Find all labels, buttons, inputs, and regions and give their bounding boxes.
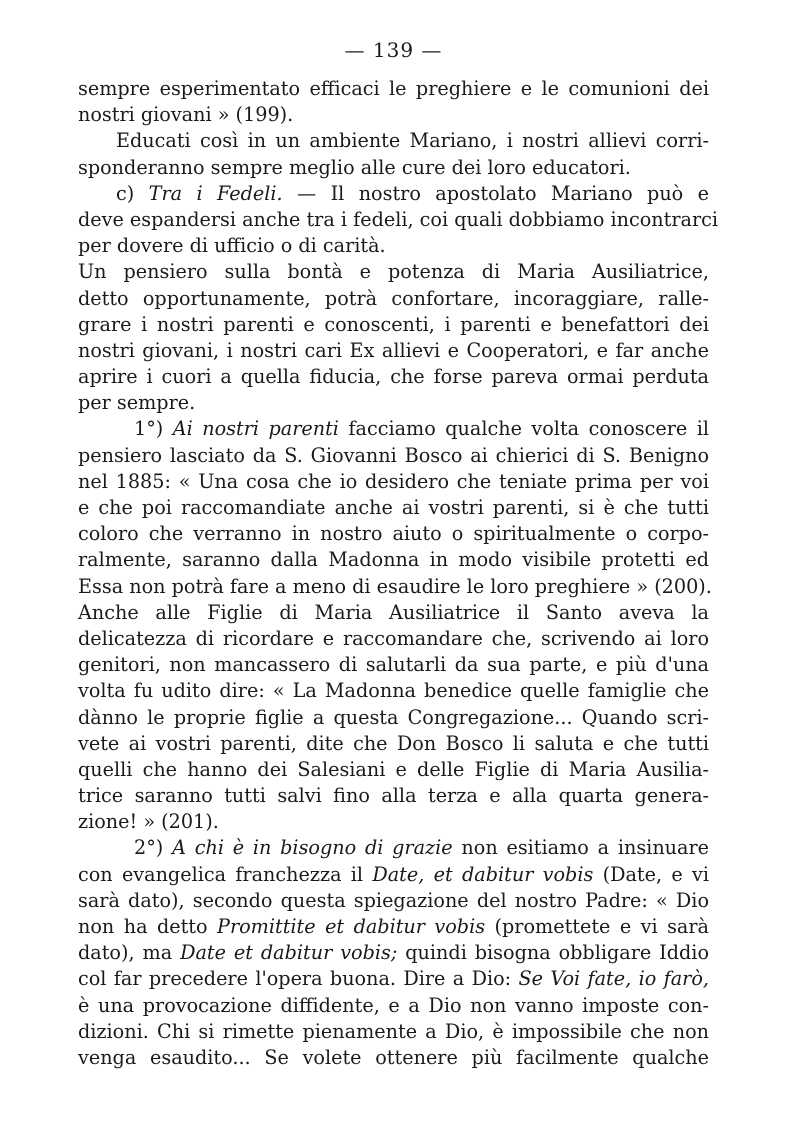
text-line: nel 1885: « Una cosa che io desidero che teniate prima per voi — [78, 469, 709, 493]
text-line: dànno le proprie figlie a questa Congregazione... Quando scri- — [78, 705, 709, 729]
text-line: per sempre. — [78, 391, 196, 415]
text-line: nostri giovani » (199). — [78, 103, 294, 127]
text-line: Anche alle Figlie di Maria Ausiliatrice il Santo aveva la — [78, 600, 709, 624]
text-line: detto opportunamente, potrà confortare, incoraggiare, ralle- — [78, 286, 709, 310]
page-number: — 139 — — [344, 38, 443, 62]
text-run: (promettete e vi sarà — [485, 915, 709, 938]
text-line — [78, 416, 709, 442]
text-line: quelli che hanno dei Salesiani e delle Figlie di Maria Ausilia- — [78, 757, 709, 781]
italic-phrase: Date, et dabitur vobis — [372, 862, 594, 886]
text-run: 2°) — [134, 836, 173, 860]
text-line: genitori, non mancassero di salutarli da sua parte, e più d'una — [78, 653, 709, 677]
italic-phrase: Se Voi fate, io farò, — [518, 967, 710, 991]
text-run: — Il nostro apostolato Mariano può e — [282, 181, 709, 205]
text-line: sempre esperimentato efficaci le preghiere e le comunioni dei — [78, 77, 709, 100]
italic-phrase: Promittite et dabitur vobis — [217, 915, 486, 938]
text-line — [78, 862, 709, 888]
italic-phrase: Date et dabitur vobis; — [180, 941, 398, 965]
text-run: col far precedere l'opera buona. Dire a Dio: — [78, 967, 519, 991]
text-line: venga esaudito... Se volete ottenere più facilmente qualche — [78, 1045, 709, 1069]
text-line: grare i nostri parenti e conoscenti, i parenti e benefattori dei — [78, 312, 709, 336]
text-line: ralmente, saranno dalla Madonna in modo visibile protetti ed — [78, 548, 709, 572]
text-line: sponderanno sempre meglio alle cure dei loro educatori. — [78, 155, 631, 179]
text-run: 1°) — [134, 417, 173, 441]
text-run: facciamo qualche volta conoscere il — [338, 417, 709, 441]
text-line: è una provocazione diffidente, e a Dio non vanno imposte con- — [78, 993, 709, 1017]
text-line: trice saranno tutti salvi fino alla terza e alla quarta genera- — [78, 784, 709, 808]
text-line — [78, 181, 709, 207]
text-line: sarà dato), secondo questa spiegazione del nostro Padre: « Dio — [78, 888, 709, 912]
italic-phrase: A chi è in bisogno di grazie — [172, 836, 453, 860]
text-line: e che poi raccomandiate anche ai vostri parenti, si è che tutti — [78, 496, 709, 519]
text-line: volta fu udito dire: « La Madonna benedice quelle famiglie che — [78, 679, 709, 703]
text-line: nostri giovani, i nostri cari Ex allievi e Cooperatori, e far anche — [78, 338, 709, 362]
text-line — [78, 914, 709, 940]
text-line: Essa non potrà fare a meno di esaudire le loro preghiere » (200). — [78, 574, 712, 598]
text-line — [78, 940, 709, 966]
text-line: Educati così in un ambiente Mariano, i nostri allievi corri- — [116, 129, 709, 153]
text-line: Un pensiero sulla bontà e potenza di Maria Ausiliatrice, — [78, 260, 709, 284]
body-text — [78, 76, 719, 1071]
text-line: delicatezza di ricordare e raccomandare che, scrivendo ai loro — [78, 626, 709, 650]
text-line: aprire i cuori a quella fiducia, che forse pareva ormai perduta — [78, 365, 709, 389]
text-line: per dovere di ufficio o di carità. — [78, 234, 386, 258]
text-run: (Date, e vi — [593, 862, 709, 886]
text-line — [78, 835, 709, 861]
italic-phrase: Tra i Fedeli. — [148, 181, 283, 205]
text-line: pensiero lasciato da S. Giovanni Bosco ai chierici di S. Benigno — [78, 443, 709, 467]
text-run: con evangelica franchezza il — [78, 862, 373, 886]
text-run: non ha detto — [78, 915, 218, 938]
text-line: zione! » (201). — [78, 810, 219, 834]
text-line — [78, 966, 709, 992]
italic-phrase: Ai nostri parenti — [172, 417, 339, 441]
text-run: quindi bisogna obbligare Iddio — [397, 941, 709, 965]
text-line: vete ai vostri parenti, dite che Don Bosco li saluta e che tutti — [78, 731, 709, 755]
text-line: coloro che verranno in nostro aiuto o spiritualmente o corpo- — [78, 522, 709, 546]
text-line: deve espandersi anche tra i fedeli, coi quali dobbiamo incontrarci — [78, 207, 719, 231]
text-line: dizioni. Chi si rimette pienamente a Dio, è impossibile che non — [78, 1019, 709, 1043]
text-run: c) — [116, 181, 149, 205]
text-run: dato), ma — [78, 941, 181, 965]
text-run: non esitiamo a insinuare — [452, 836, 710, 860]
